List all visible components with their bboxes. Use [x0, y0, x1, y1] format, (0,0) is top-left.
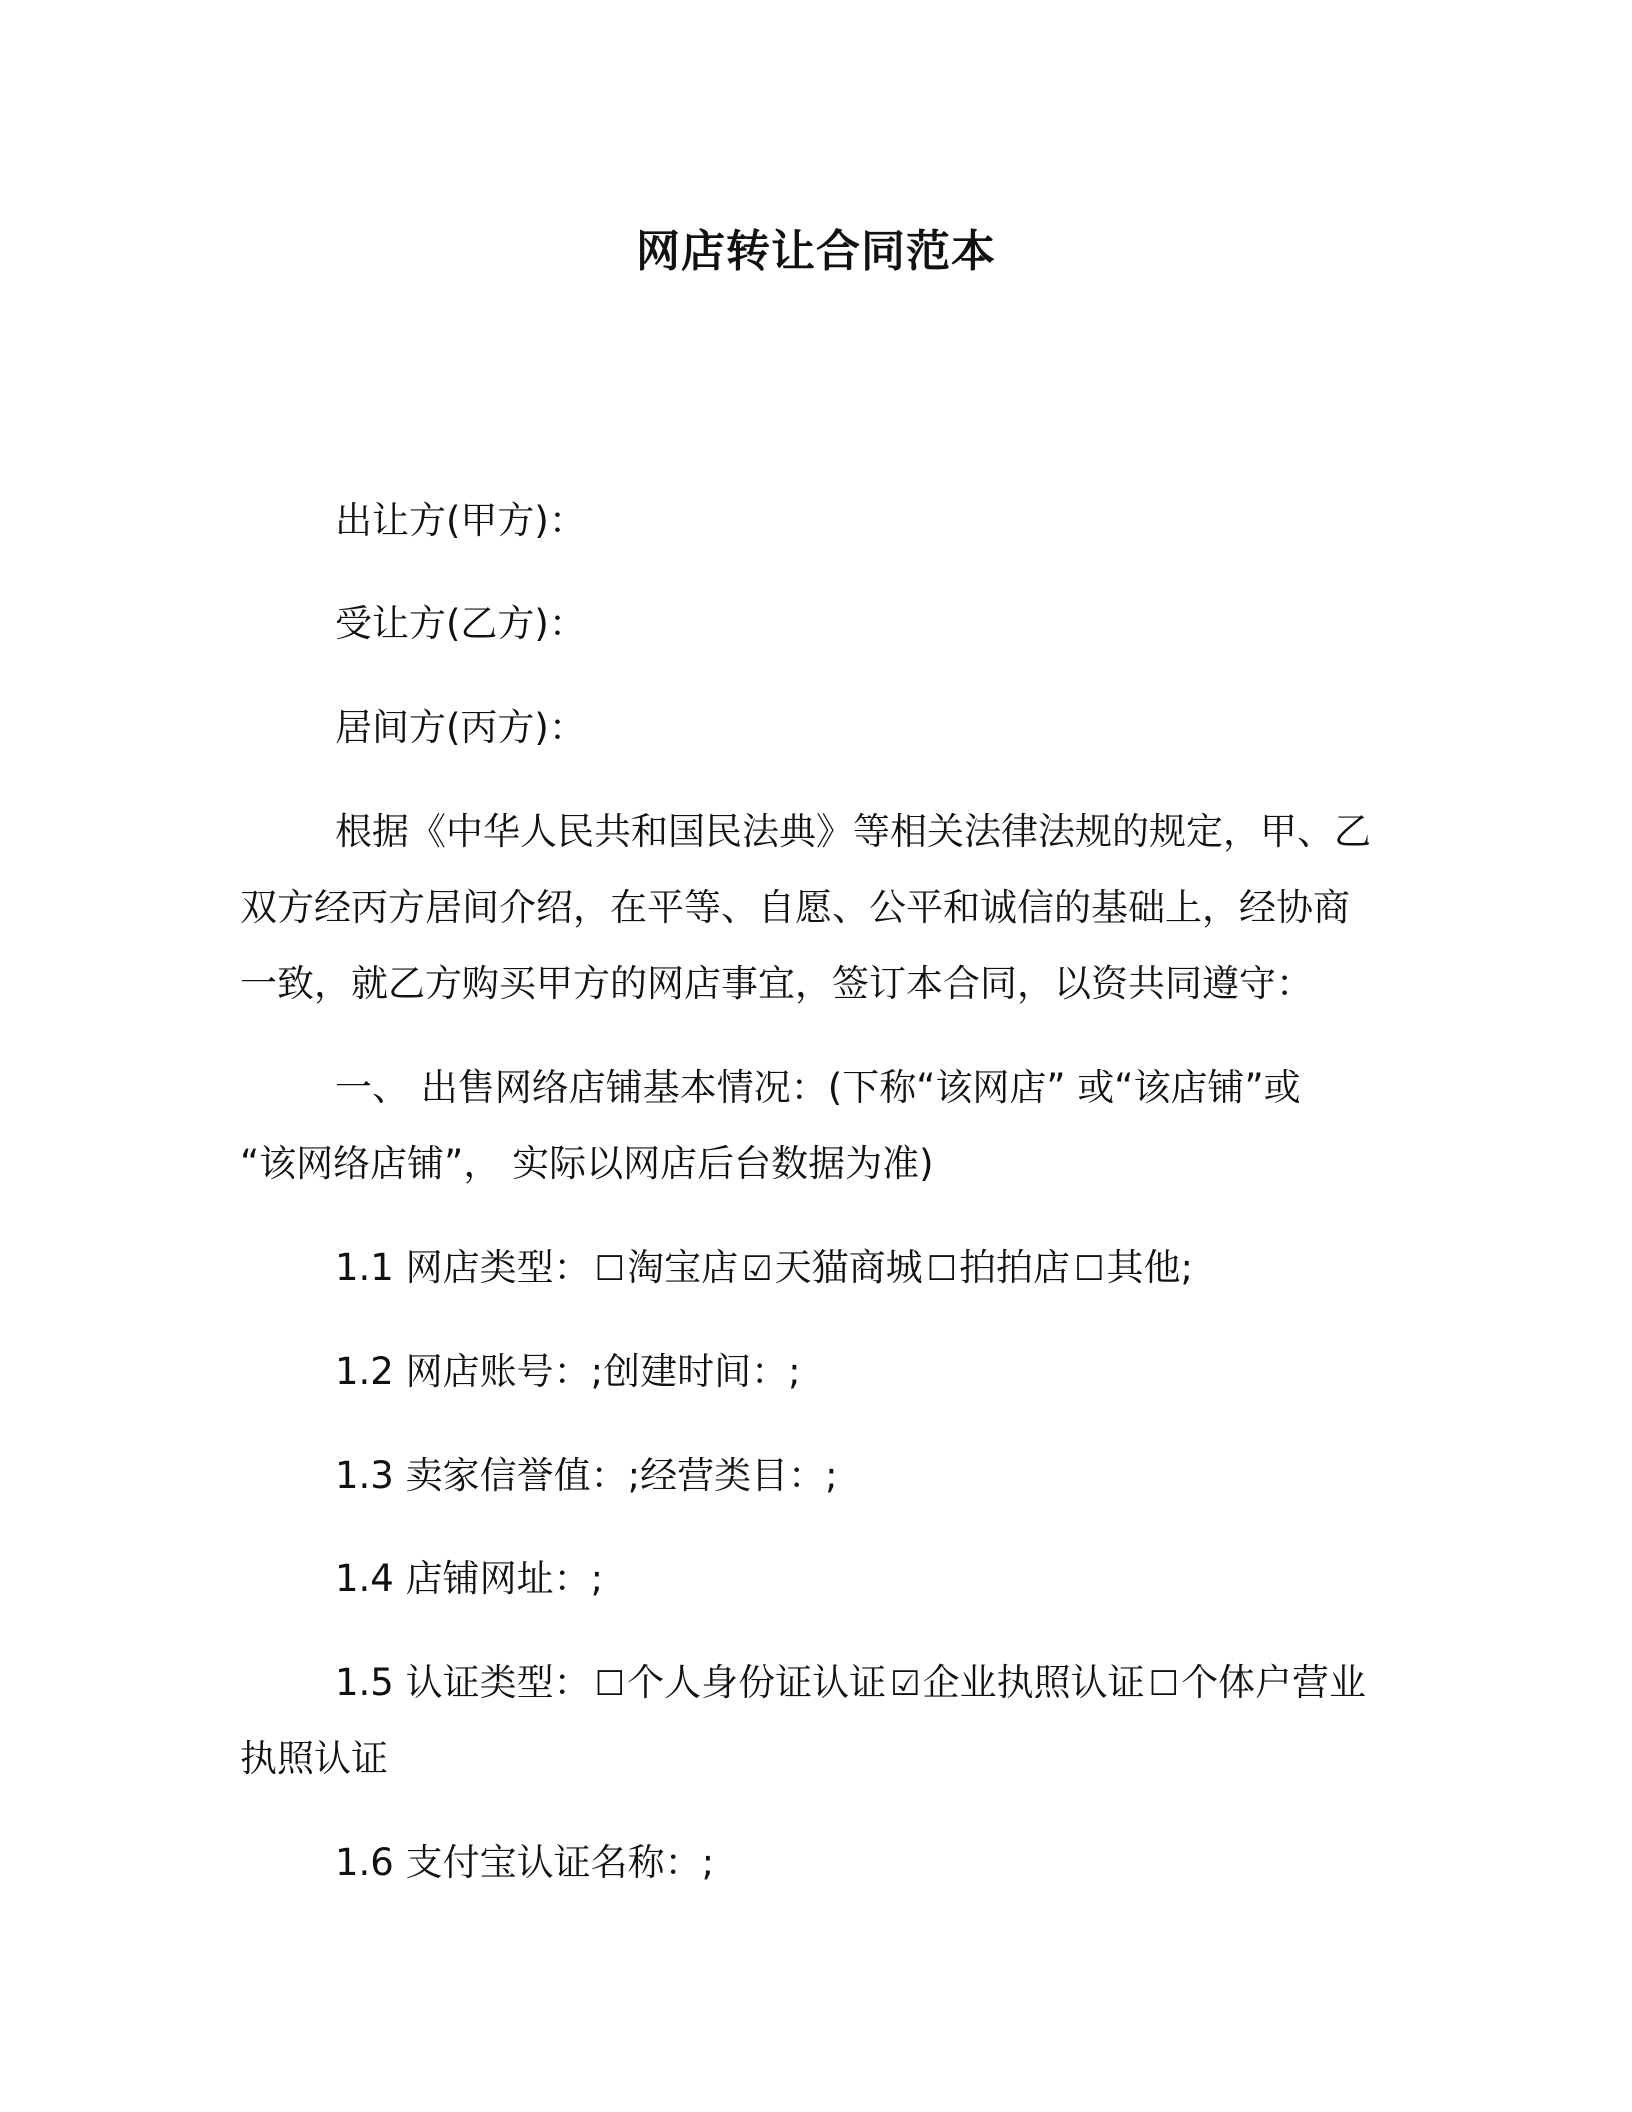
option-tmall: 天猫商城	[774, 1246, 923, 1289]
checkbox-unchecked-icon: ☐	[594, 1664, 626, 1704]
party-broker: 居间方(丙方)：	[335, 706, 586, 749]
party-seller: 出让方(甲方)：	[335, 499, 586, 542]
option-taobao: 淘宝店	[627, 1246, 739, 1289]
section-1-heading-cont: “该网络店铺”， 实际以网店后台数据为准)	[240, 1142, 934, 1185]
item-1-1-store-type	[335, 1242, 1193, 1295]
checkbox-checked-icon: ☑	[742, 1249, 773, 1289]
checkbox-unchecked-icon: ☐	[926, 1249, 958, 1289]
section-1-heading: 一、 出售网络店铺基本情况：(下称“该网店” 或“该店铺”或	[335, 1066, 1301, 1109]
item-1-5-cert-type	[335, 1657, 1366, 1710]
item-1-3-credit: 1.3 卖家信誉值：;经营类目：;	[335, 1454, 838, 1497]
checkbox-checked-icon: ☑	[890, 1664, 921, 1704]
item-1-6-alipay: 1.6 支付宝认证名称：;	[335, 1841, 715, 1884]
preamble-line-3: 一致，就乙方购买甲方的网店事宜，签订本合同，以资共同遵守：	[240, 962, 1313, 1005]
option-sole-proprietor: 个体户营业	[1181, 1661, 1367, 1704]
preamble-line-2: 双方经丙方居间介绍，在平等、自愿、公平和诚信的基础上，经协商	[240, 886, 1350, 929]
item-1-1-label: 1.1 网店类型：	[335, 1246, 591, 1289]
item-1-5-label: 1.5 认证类型：	[335, 1661, 591, 1704]
checkbox-unchecked-icon: ☐	[1074, 1249, 1105, 1289]
option-enterprise-license: 企业执照认证	[922, 1661, 1145, 1704]
option-other: 其他;	[1106, 1246, 1194, 1289]
checkbox-unchecked-icon: ☐	[1148, 1664, 1180, 1704]
preamble-line-1: 根据《中华人民共和国民法典》等相关法律法规的规定，甲、乙	[335, 810, 1371, 853]
party-buyer: 受让方(乙方)：	[335, 602, 586, 645]
item-1-2-account: 1.2 网店账号：;创建时间：;	[335, 1350, 801, 1393]
item-1-4-url: 1.4 店铺网址：;	[335, 1557, 604, 1600]
checkbox-unchecked-icon: ☐	[594, 1249, 626, 1289]
item-1-5-cont: 执照认证	[240, 1737, 388, 1780]
document-title: 网店转让合同范本	[636, 226, 996, 277]
option-personal-id: 个人身份证认证	[627, 1661, 887, 1704]
option-paipai: 拍拍店	[959, 1246, 1071, 1289]
